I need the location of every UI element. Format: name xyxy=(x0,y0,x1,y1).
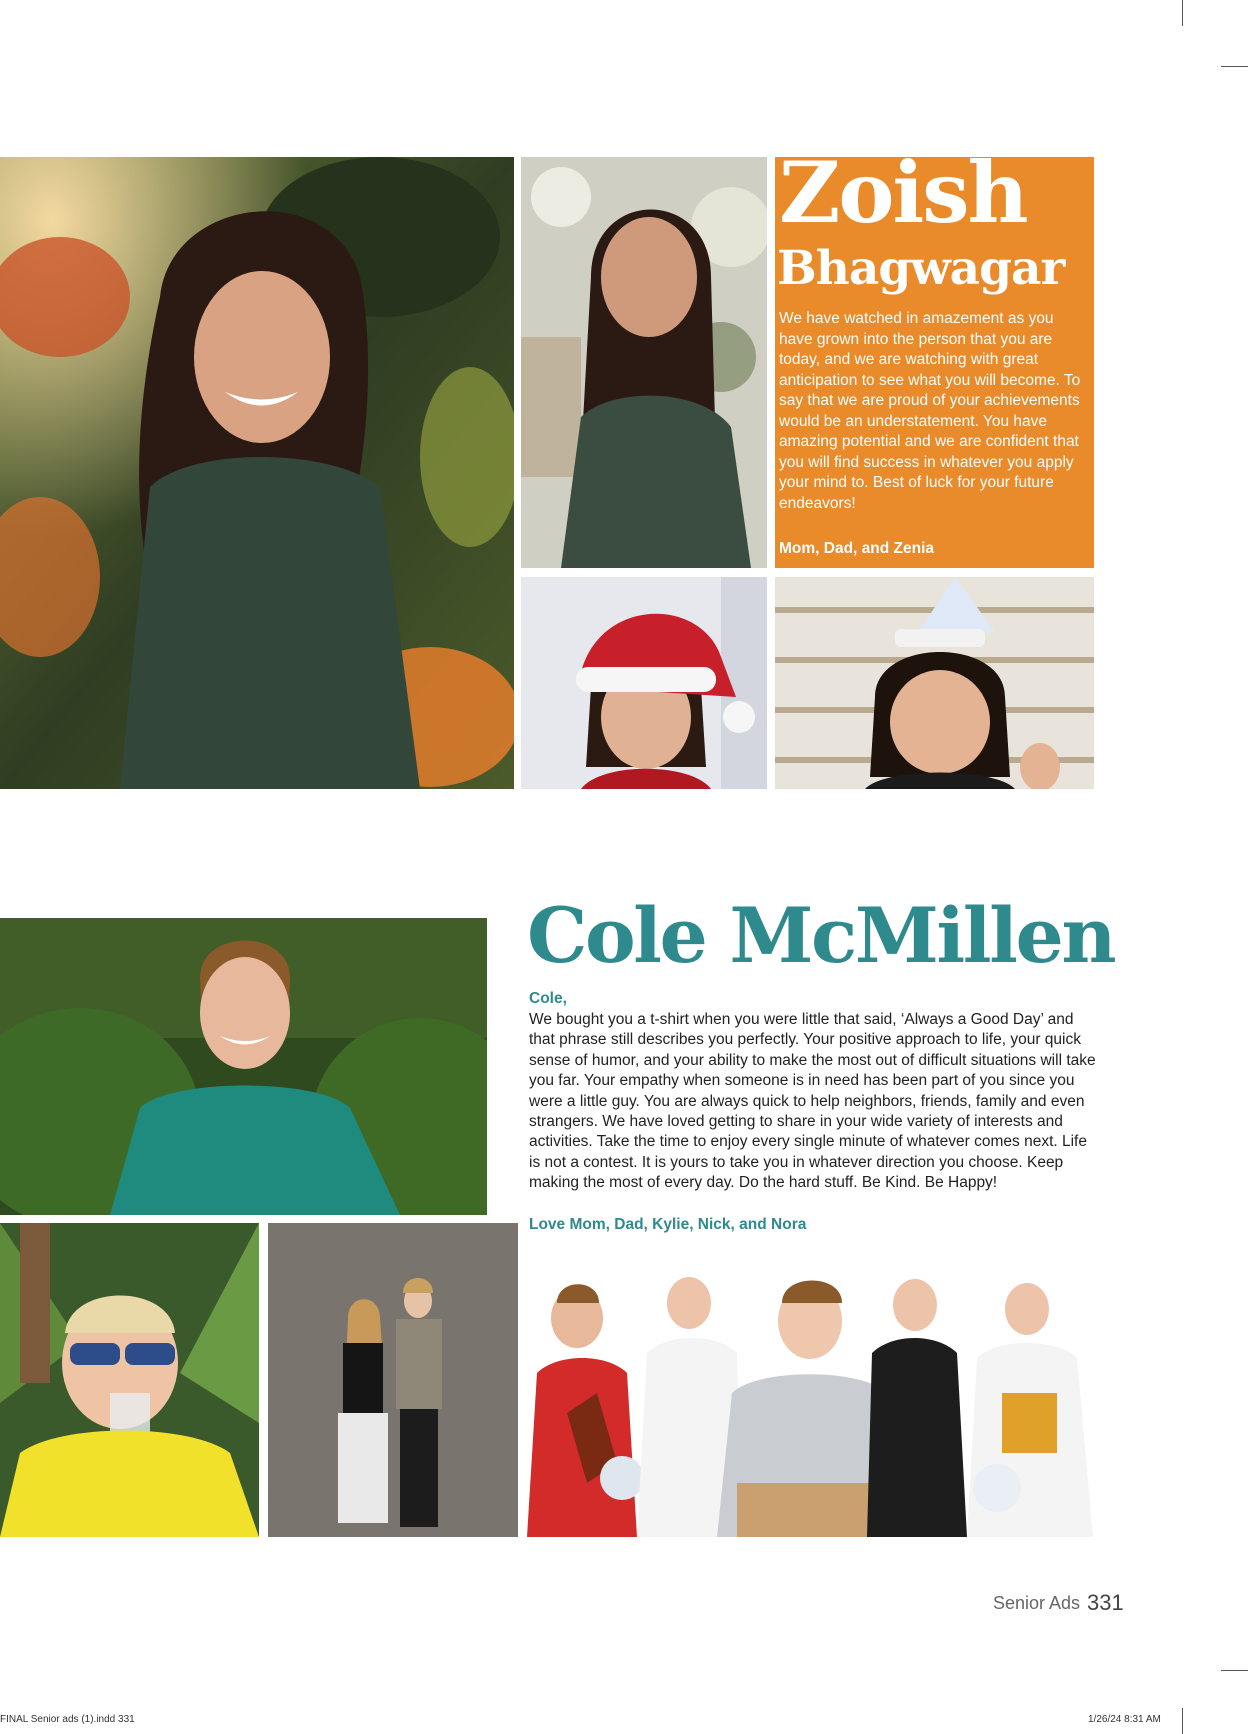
cole-signature: Love Mom, Dad, Kylie, Nick, and Nora xyxy=(529,1216,807,1233)
cole-portrait-photo xyxy=(0,918,487,1215)
zoish-signature: Mom, Dad, and Zenia xyxy=(779,540,935,557)
zoish-child-santa-photo xyxy=(521,577,767,789)
crop-mark-top xyxy=(1182,0,1183,26)
crop-mark-bottom xyxy=(1182,1708,1183,1734)
zoish-ad-box xyxy=(775,143,1094,568)
section-label: Senior Ads xyxy=(993,1593,1081,1613)
zoish-first-name: Zoish xyxy=(779,143,1027,242)
zoish-child-birthday-photo xyxy=(775,577,1094,789)
cole-name: Cole McMillen xyxy=(527,891,1115,980)
zoish-portrait-photo xyxy=(521,157,767,568)
page-number: 331 xyxy=(1087,1590,1124,1615)
cole-salutation: Cole, xyxy=(529,990,567,1007)
crop-mark-right-bottom xyxy=(1221,1670,1248,1671)
cole-activities-collage-photo xyxy=(527,1273,1093,1537)
cole-child-sunglasses-photo xyxy=(0,1223,259,1537)
cole-message: We bought you a t-shirt when you were little that said, ‘Always a Good Day’ and that phrase still describes you perfectly. Your positive approach to life, your quick sense of humor, and your ability to make the most out of difficult situations will take you far. Your empathy when someone is in need has been part of you since you were a little guy. You are always quick to help neighbors, friends, family and even strangers. We have loved getting to share in your wide variety of interests and activities. Take the time to enjoy every single minute of whatever comes next. Life is not a contest. It is yours to take you in whatever direction you choose. Keep making the most of every day. Do the hard stuff. Be Kind. Be Happy! xyxy=(529,1011,1096,1192)
file-slug: FINAL Senior ads (1).indd 331 xyxy=(0,1714,135,1725)
zoish-message: We have watched in amazement as you have grown into the person that you are today, and we are watching with great anticipation to see what you will become. To say that we are proud of your achievements would be an understatement. You have amazing potential and we are confident that you will find success in whatever you apply your mind to. Best of luck for your future endeavors! xyxy=(779,310,1081,512)
zoish-last-name: Bhagwagar xyxy=(777,241,1065,296)
cole-siblings-photo xyxy=(268,1223,518,1537)
zoish-portrait-garden-photo xyxy=(0,157,514,789)
print-timestamp: 1/26/24 8:31 AM xyxy=(1088,1714,1161,1725)
crop-mark-right-top xyxy=(1221,66,1248,67)
